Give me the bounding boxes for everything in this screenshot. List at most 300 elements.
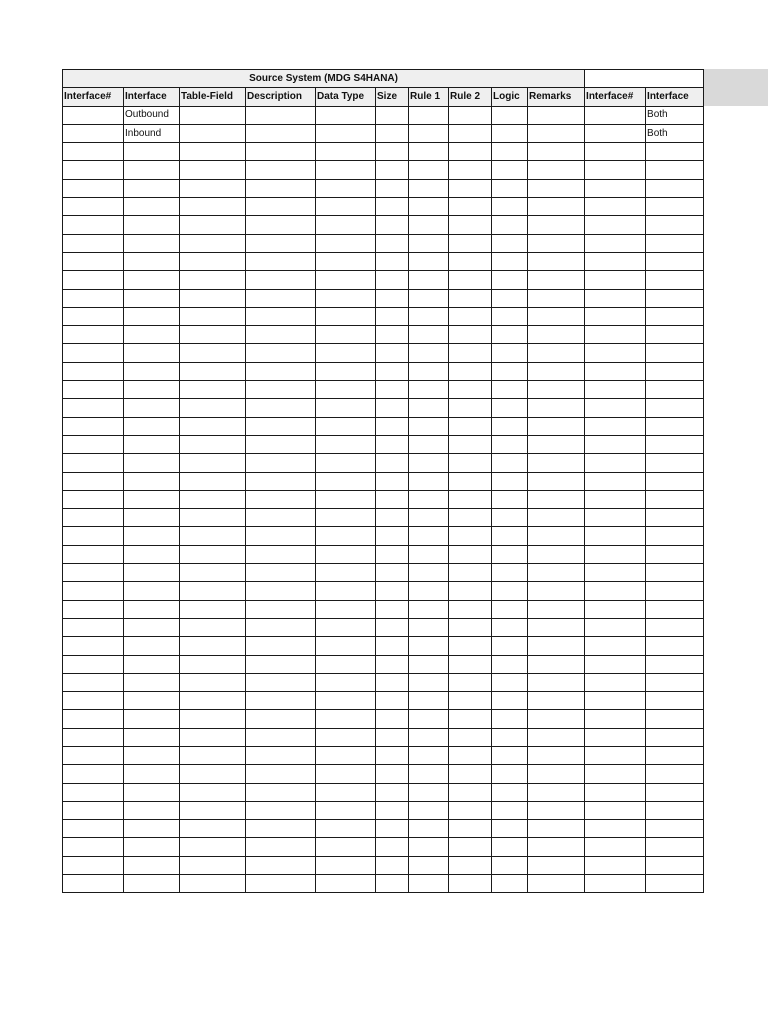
table-cell[interactable] — [528, 728, 585, 746]
table-cell[interactable]: Inbound — [124, 124, 180, 142]
header-rule-2[interactable]: Rule 2 — [449, 88, 492, 106]
table-cell[interactable] — [409, 198, 449, 216]
table-cell[interactable] — [646, 216, 704, 234]
table-cell[interactable] — [246, 252, 316, 270]
table-cell[interactable] — [585, 838, 646, 856]
table-cell[interactable] — [492, 545, 528, 563]
table-cell[interactable] — [180, 417, 246, 435]
table-cell[interactable] — [124, 399, 180, 417]
table-cell[interactable] — [528, 234, 585, 252]
table-cell[interactable] — [180, 344, 246, 362]
table-cell[interactable] — [528, 564, 585, 582]
table-cell[interactable] — [528, 179, 585, 197]
table-cell[interactable] — [63, 746, 124, 764]
table-cell[interactable] — [63, 234, 124, 252]
table-cell[interactable] — [124, 728, 180, 746]
table-cell[interactable] — [449, 399, 492, 417]
table-cell[interactable] — [124, 655, 180, 673]
table-cell[interactable] — [376, 582, 409, 600]
table-cell[interactable] — [646, 417, 704, 435]
table-cell[interactable] — [409, 655, 449, 673]
table-cell[interactable] — [376, 637, 409, 655]
table-cell[interactable] — [449, 216, 492, 234]
table-cell[interactable] — [492, 856, 528, 874]
table-cell[interactable] — [528, 618, 585, 636]
table-cell[interactable] — [180, 399, 246, 417]
table-cell[interactable] — [449, 765, 492, 783]
table-cell[interactable] — [376, 252, 409, 270]
table-cell[interactable] — [585, 673, 646, 691]
table-cell[interactable] — [646, 161, 704, 179]
table-cell[interactable] — [124, 820, 180, 838]
table-cell[interactable] — [528, 124, 585, 142]
table-cell[interactable] — [585, 875, 646, 893]
table-cell[interactable] — [180, 435, 246, 453]
table-cell[interactable] — [124, 692, 180, 710]
table-cell[interactable] — [409, 143, 449, 161]
table-cell[interactable] — [528, 673, 585, 691]
table-cell[interactable] — [180, 564, 246, 582]
table-cell[interactable] — [63, 271, 124, 289]
table-cell[interactable] — [646, 490, 704, 508]
table-cell[interactable] — [646, 600, 704, 618]
table-cell[interactable] — [376, 856, 409, 874]
table-cell[interactable] — [646, 692, 704, 710]
table-cell[interactable] — [528, 582, 585, 600]
table-cell[interactable] — [646, 765, 704, 783]
table-cell[interactable] — [376, 801, 409, 819]
table-cell[interactable] — [492, 618, 528, 636]
table-cell[interactable] — [246, 856, 316, 874]
table-cell[interactable] — [63, 179, 124, 197]
table-cell[interactable] — [409, 801, 449, 819]
table-cell[interactable] — [449, 838, 492, 856]
table-cell[interactable] — [180, 161, 246, 179]
table-cell[interactable] — [449, 527, 492, 545]
table-cell[interactable] — [316, 655, 376, 673]
table-cell[interactable] — [124, 490, 180, 508]
table-cell[interactable] — [646, 637, 704, 655]
table-cell[interactable] — [316, 746, 376, 764]
table-cell[interactable] — [646, 673, 704, 691]
table-cell[interactable] — [646, 252, 704, 270]
table-cell[interactable] — [376, 564, 409, 582]
table-cell[interactable] — [528, 801, 585, 819]
table-cell[interactable] — [492, 381, 528, 399]
table-cell[interactable] — [376, 435, 409, 453]
table-cell[interactable] — [585, 106, 646, 124]
table-cell[interactable] — [180, 527, 246, 545]
table-cell[interactable] — [585, 490, 646, 508]
table-cell[interactable] — [246, 362, 316, 380]
table-cell[interactable] — [585, 234, 646, 252]
table-cell[interactable] — [646, 710, 704, 728]
table-cell[interactable] — [376, 765, 409, 783]
table-cell[interactable] — [316, 454, 376, 472]
table-cell[interactable] — [376, 307, 409, 325]
table-cell[interactable] — [316, 161, 376, 179]
table-cell[interactable] — [316, 765, 376, 783]
table-cell[interactable] — [528, 820, 585, 838]
table-cell[interactable] — [646, 289, 704, 307]
table-cell[interactable] — [492, 673, 528, 691]
table-cell[interactable] — [528, 289, 585, 307]
table-cell[interactable] — [376, 106, 409, 124]
table-cell[interactable] — [646, 618, 704, 636]
table-cell[interactable] — [646, 234, 704, 252]
table-cell[interactable] — [316, 527, 376, 545]
table-cell[interactable] — [63, 545, 124, 563]
table-cell[interactable] — [316, 198, 376, 216]
table-cell[interactable] — [646, 454, 704, 472]
table-cell[interactable] — [246, 454, 316, 472]
table-cell[interactable] — [492, 490, 528, 508]
table-cell[interactable] — [646, 820, 704, 838]
table-cell[interactable] — [63, 673, 124, 691]
table-cell[interactable] — [316, 692, 376, 710]
table-cell[interactable] — [449, 271, 492, 289]
header-interface-number[interactable]: Interface# — [63, 88, 124, 106]
table-cell[interactable] — [492, 106, 528, 124]
table-cell[interactable] — [376, 820, 409, 838]
table-cell[interactable] — [246, 179, 316, 197]
header-size[interactable]: Size — [376, 88, 409, 106]
table-cell[interactable] — [585, 198, 646, 216]
table-cell[interactable] — [124, 564, 180, 582]
table-cell[interactable] — [585, 454, 646, 472]
table-cell[interactable] — [492, 746, 528, 764]
table-cell[interactable] — [124, 234, 180, 252]
table-cell[interactable] — [585, 564, 646, 582]
table-cell[interactable] — [376, 728, 409, 746]
table-cell[interactable] — [528, 746, 585, 764]
table-cell[interactable] — [63, 856, 124, 874]
table-cell[interactable] — [124, 472, 180, 490]
table-cell[interactable] — [376, 472, 409, 490]
table-cell[interactable] — [449, 454, 492, 472]
table-cell[interactable] — [124, 454, 180, 472]
table-cell[interactable] — [376, 198, 409, 216]
table-cell[interactable] — [492, 472, 528, 490]
table-cell[interactable] — [316, 582, 376, 600]
table-cell[interactable] — [63, 527, 124, 545]
table-cell[interactable] — [528, 252, 585, 270]
table-cell[interactable] — [124, 856, 180, 874]
table-cell[interactable] — [492, 710, 528, 728]
table-cell[interactable] — [180, 362, 246, 380]
table-cell[interactable] — [63, 875, 124, 893]
table-cell[interactable] — [180, 710, 246, 728]
table-cell[interactable] — [492, 399, 528, 417]
table-cell[interactable] — [63, 801, 124, 819]
table-cell[interactable] — [585, 618, 646, 636]
table-cell[interactable] — [180, 326, 246, 344]
table-cell[interactable] — [124, 198, 180, 216]
table-cell[interactable] — [409, 381, 449, 399]
table-cell[interactable] — [376, 746, 409, 764]
table-cell[interactable] — [449, 509, 492, 527]
table-cell[interactable] — [528, 271, 585, 289]
table-cell[interactable] — [376, 618, 409, 636]
table-cell[interactable] — [409, 637, 449, 655]
table-cell[interactable] — [63, 618, 124, 636]
table-cell[interactable] — [376, 655, 409, 673]
table-cell[interactable] — [246, 673, 316, 691]
table-cell[interactable] — [449, 875, 492, 893]
table-cell[interactable] — [124, 838, 180, 856]
table-cell[interactable] — [585, 472, 646, 490]
table-cell[interactable] — [180, 198, 246, 216]
table-cell[interactable] — [585, 765, 646, 783]
table-cell[interactable] — [376, 600, 409, 618]
table-cell[interactable] — [585, 582, 646, 600]
table-cell[interactable] — [124, 143, 180, 161]
table-cell[interactable] — [492, 801, 528, 819]
table-cell[interactable] — [409, 509, 449, 527]
table-cell[interactable] — [246, 564, 316, 582]
table-cell[interactable] — [316, 179, 376, 197]
table-cell[interactable] — [646, 838, 704, 856]
table-cell[interactable] — [585, 710, 646, 728]
table-cell[interactable] — [124, 746, 180, 764]
table-cell[interactable] — [492, 143, 528, 161]
table-cell[interactable] — [180, 545, 246, 563]
table-cell[interactable] — [180, 875, 246, 893]
table-cell[interactable] — [528, 362, 585, 380]
table-cell[interactable] — [528, 326, 585, 344]
table-cell[interactable] — [124, 381, 180, 399]
table-cell[interactable] — [376, 545, 409, 563]
table-cell[interactable] — [528, 765, 585, 783]
table-cell[interactable] — [409, 289, 449, 307]
table-cell[interactable] — [246, 710, 316, 728]
table-cell[interactable] — [63, 417, 124, 435]
table-cell[interactable] — [124, 344, 180, 362]
table-cell[interactable] — [449, 234, 492, 252]
table-cell[interactable] — [449, 618, 492, 636]
table-cell[interactable] — [528, 399, 585, 417]
header-target-interface[interactable]: Interface — [646, 88, 704, 106]
table-cell[interactable] — [124, 637, 180, 655]
table-cell[interactable] — [246, 783, 316, 801]
table-cell[interactable] — [124, 307, 180, 325]
table-cell[interactable] — [180, 746, 246, 764]
table-cell[interactable] — [449, 344, 492, 362]
table-cell[interactable] — [449, 381, 492, 399]
table-cell[interactable] — [63, 307, 124, 325]
table-cell[interactable] — [63, 326, 124, 344]
table-cell[interactable] — [449, 545, 492, 563]
table-cell[interactable] — [246, 143, 316, 161]
table-cell[interactable] — [246, 820, 316, 838]
table-cell[interactable] — [246, 618, 316, 636]
table-cell[interactable] — [246, 655, 316, 673]
table-cell[interactable] — [316, 362, 376, 380]
table-cell[interactable] — [124, 289, 180, 307]
table-cell[interactable] — [63, 344, 124, 362]
table-cell[interactable] — [449, 490, 492, 508]
table-cell[interactable]: Both — [646, 106, 704, 124]
table-cell[interactable] — [63, 655, 124, 673]
header-data-type[interactable]: Data Type — [316, 88, 376, 106]
table-cell[interactable] — [409, 417, 449, 435]
table-cell[interactable] — [646, 326, 704, 344]
table-cell[interactable] — [63, 435, 124, 453]
table-cell[interactable] — [646, 307, 704, 325]
table-cell[interactable] — [492, 454, 528, 472]
table-cell[interactable] — [246, 545, 316, 563]
table-cell[interactable] — [449, 417, 492, 435]
table-cell[interactable] — [180, 765, 246, 783]
table-cell[interactable] — [449, 198, 492, 216]
table-cell[interactable] — [409, 673, 449, 691]
table-cell[interactable] — [246, 765, 316, 783]
table-cell[interactable] — [316, 509, 376, 527]
table-cell[interactable] — [528, 710, 585, 728]
table-cell[interactable] — [409, 179, 449, 197]
table-cell[interactable] — [124, 783, 180, 801]
table-cell[interactable] — [376, 509, 409, 527]
table-cell[interactable] — [409, 326, 449, 344]
table-cell[interactable] — [449, 746, 492, 764]
table-cell[interactable] — [585, 271, 646, 289]
table-cell[interactable] — [376, 454, 409, 472]
table-cell[interactable] — [376, 381, 409, 399]
table-cell[interactable] — [646, 545, 704, 563]
table-cell[interactable] — [63, 143, 124, 161]
table-cell[interactable] — [528, 856, 585, 874]
table-cell[interactable] — [316, 307, 376, 325]
table-cell[interactable] — [316, 564, 376, 582]
table-cell[interactable] — [409, 454, 449, 472]
table-cell[interactable] — [492, 527, 528, 545]
table-cell[interactable] — [63, 490, 124, 508]
table-cell[interactable] — [449, 801, 492, 819]
table-cell[interactable] — [528, 435, 585, 453]
table-cell[interactable] — [246, 490, 316, 508]
table-cell[interactable] — [63, 637, 124, 655]
table-cell[interactable] — [492, 198, 528, 216]
table-cell[interactable] — [449, 692, 492, 710]
header-remarks[interactable]: Remarks — [528, 88, 585, 106]
table-cell[interactable] — [585, 362, 646, 380]
table-cell[interactable] — [316, 289, 376, 307]
table-cell[interactable] — [316, 820, 376, 838]
table-cell[interactable] — [646, 271, 704, 289]
table-cell[interactable] — [316, 490, 376, 508]
table-cell[interactable] — [449, 783, 492, 801]
table-cell[interactable] — [528, 307, 585, 325]
table-cell[interactable] — [528, 637, 585, 655]
header-table-field[interactable]: Table-Field — [180, 88, 246, 106]
table-cell[interactable] — [246, 509, 316, 527]
table-cell[interactable] — [316, 728, 376, 746]
table-cell[interactable] — [63, 692, 124, 710]
table-cell[interactable] — [585, 545, 646, 563]
table-cell[interactable] — [124, 362, 180, 380]
table-cell[interactable] — [409, 710, 449, 728]
table-cell[interactable] — [585, 252, 646, 270]
table-cell[interactable] — [492, 875, 528, 893]
table-cell[interactable] — [246, 344, 316, 362]
table-cell[interactable] — [246, 216, 316, 234]
table-cell[interactable] — [449, 728, 492, 746]
table-cell[interactable] — [124, 326, 180, 344]
table-cell[interactable] — [180, 783, 246, 801]
table-cell[interactable] — [316, 545, 376, 563]
table-cell[interactable] — [585, 783, 646, 801]
table-cell[interactable] — [585, 801, 646, 819]
table-cell[interactable] — [180, 801, 246, 819]
table-cell[interactable] — [63, 198, 124, 216]
table-cell[interactable] — [63, 820, 124, 838]
table-cell[interactable] — [585, 728, 646, 746]
table-cell[interactable] — [376, 783, 409, 801]
table-cell[interactable] — [449, 637, 492, 655]
table-cell[interactable] — [63, 710, 124, 728]
table-cell[interactable] — [492, 179, 528, 197]
table-cell[interactable] — [528, 783, 585, 801]
table-cell[interactable] — [376, 271, 409, 289]
table-cell[interactable] — [180, 600, 246, 618]
table-cell[interactable] — [63, 161, 124, 179]
table-cell[interactable] — [585, 655, 646, 673]
table-cell[interactable] — [124, 600, 180, 618]
table-cell[interactable] — [492, 509, 528, 527]
table-cell[interactable] — [316, 234, 376, 252]
table-cell[interactable] — [376, 289, 409, 307]
table-cell[interactable] — [492, 326, 528, 344]
table-cell[interactable] — [246, 161, 316, 179]
table-cell[interactable] — [376, 143, 409, 161]
table-cell[interactable] — [316, 381, 376, 399]
table-cell[interactable] — [246, 198, 316, 216]
table-cell[interactable] — [646, 381, 704, 399]
table-cell[interactable] — [449, 161, 492, 179]
table-cell[interactable] — [316, 399, 376, 417]
table-cell[interactable] — [246, 527, 316, 545]
table-cell[interactable] — [449, 252, 492, 270]
table-cell[interactable] — [409, 746, 449, 764]
table-cell[interactable] — [376, 875, 409, 893]
table-cell[interactable] — [180, 124, 246, 142]
table-cell[interactable] — [63, 216, 124, 234]
table-cell[interactable] — [585, 600, 646, 618]
table-cell[interactable] — [646, 728, 704, 746]
table-cell[interactable] — [63, 728, 124, 746]
table-cell[interactable] — [409, 545, 449, 563]
table-cell[interactable] — [528, 198, 585, 216]
header-description[interactable]: Description — [246, 88, 316, 106]
table-cell[interactable] — [528, 216, 585, 234]
source-system-title[interactable]: Source System (MDG S4HANA) — [63, 70, 585, 88]
table-cell[interactable] — [376, 673, 409, 691]
table-cell[interactable] — [449, 472, 492, 490]
table-cell[interactable] — [180, 234, 246, 252]
table-cell[interactable] — [180, 692, 246, 710]
table-cell[interactable] — [528, 417, 585, 435]
table-cell[interactable] — [63, 582, 124, 600]
table-cell[interactable] — [124, 875, 180, 893]
table-cell[interactable] — [246, 381, 316, 399]
table-cell[interactable] — [376, 399, 409, 417]
table-cell[interactable] — [528, 600, 585, 618]
table-cell[interactable] — [246, 600, 316, 618]
table-cell[interactable] — [246, 637, 316, 655]
table-cell[interactable] — [63, 472, 124, 490]
table-cell[interactable] — [449, 143, 492, 161]
table-cell[interactable] — [492, 820, 528, 838]
